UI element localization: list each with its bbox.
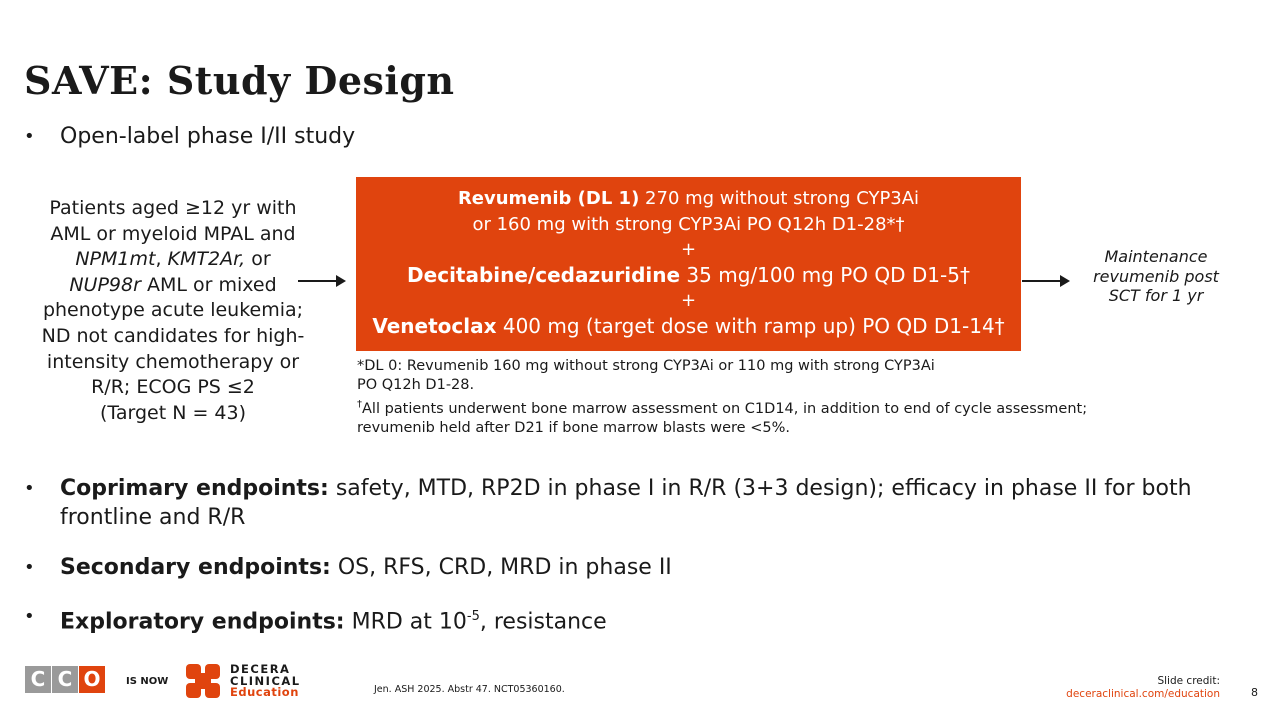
cco-logo — [25, 666, 106, 693]
revumenib-name: Revumenib (DL 1) — [457, 188, 640, 209]
exploratory-text-2: , resistance — [479, 609, 607, 635]
patients-text-2: AML or mixed phenotype acute leukemia; ND not candidates for high-intensity chemotherapy or R/R; ECOG PS ≤2 — [41, 273, 305, 399]
page-number: 8 — [1251, 686, 1258, 699]
patients-criteria — [40, 196, 306, 426]
decera-wordmark — [230, 664, 301, 699]
dagger-mark: † — [357, 399, 362, 410]
venetoclax-dose: 400 mg (target dose with ramp up) PO QD D1-14† — [496, 313, 1005, 338]
exploratory-label: Exploratory endpoints: — [60, 609, 345, 635]
footnote-dl0-1: *DL 0: Revumenib 160 mg without strong CYP3Ai or 110 mg with strong CYP3Ai — [357, 358, 935, 374]
cco-letter-o: O — [79, 666, 105, 693]
plus-sign-2: + — [680, 290, 697, 312]
secondary-text: OS, RFS, CRD, MRD in phase II — [330, 555, 672, 580]
coprimary-label: Coprimary endpoints: — [60, 476, 329, 501]
bullet-dot: • — [24, 126, 35, 147]
decitabine-dose: 35 mg/100 mg PO QD D1-5† — [680, 262, 970, 287]
patients-target: (Target N = 43) — [99, 401, 247, 424]
revumenib-dose-2: or 160 mg with strong CYP3Ai PO Q12h D1-28*† — [472, 213, 905, 235]
bullet-dot: • — [24, 557, 35, 578]
credit-label: Slide credit: — [1157, 675, 1220, 687]
plus-sign-1: + — [680, 239, 697, 261]
exploratory-text: MRD at 10 — [344, 609, 467, 635]
citation: Jen. ASH 2025. Abstr 47. NCT05360160. — [374, 684, 565, 695]
decitabine-name: Decitabine/cedazuridine — [407, 262, 681, 287]
patients-text: Patients aged ≥12 yr with AML or myeloid MPAL and — [49, 197, 297, 245]
bullet-exploratory — [24, 602, 1240, 636]
cco-letter-c1: C — [25, 666, 51, 693]
slide-credit — [1066, 675, 1220, 701]
decera-logo-icon — [186, 664, 220, 698]
footnote-dl0-2: PO Q12h D1-28. — [357, 377, 475, 393]
regimen-footnotes — [357, 357, 1177, 438]
patients-npm1: NPM1mt — [75, 248, 156, 271]
revumenib-dose-1: 270 mg without strong CYP3Ai — [639, 188, 920, 209]
secondary-label: Secondary endpoints: — [60, 555, 331, 580]
patients-sep: , — [155, 248, 168, 271]
coprimary-text: safety, MTD, RP2D in phase I in R/R (3+3 design); efficacy in phase II for both frontline and R/R — [60, 476, 1192, 530]
arrow-right-icon — [1022, 280, 1068, 282]
cco-letter-c2: C — [52, 666, 78, 693]
slide-title: SAVE: Study Design — [24, 58, 455, 103]
bullet-dot: • — [24, 606, 35, 627]
credit-url-link[interactable]: deceraclinical.com/education — [1066, 688, 1220, 700]
footnote-bm-2: revumenib held after D21 if bone marrow blasts were <5%. — [357, 419, 790, 436]
bullet-coprimary — [24, 474, 1240, 532]
decera-word-2: CLINICAL — [230, 673, 301, 688]
exploratory-exponent: -5 — [466, 609, 480, 624]
patients-nup98: NUP98r — [69, 273, 141, 296]
venetoclax-name: Venetoclax — [372, 313, 497, 338]
maintenance-note: Maintenance revumenib post SCT for 1 yr — [1093, 247, 1219, 305]
bullet-study-design-text: Open-label phase I/II study — [60, 124, 356, 149]
decera-word-1: DECERA — [230, 662, 291, 676]
footnote-bm-1: All patients underwent bone marrow assessment on C1D14, in addition to end of cycle assessment; — [362, 400, 1088, 417]
patients-or: or — [245, 248, 271, 271]
decera-word-3: Education — [230, 685, 299, 699]
bullet-study-design — [24, 122, 1240, 151]
is-now-label: IS NOW — [126, 676, 169, 687]
patients-kmt2a: KMT2Ar, — [167, 248, 246, 271]
bullet-dot: • — [24, 478, 35, 499]
bullet-secondary — [24, 553, 1240, 582]
regimen-box — [356, 177, 1021, 351]
arrow-right-icon — [298, 280, 344, 282]
